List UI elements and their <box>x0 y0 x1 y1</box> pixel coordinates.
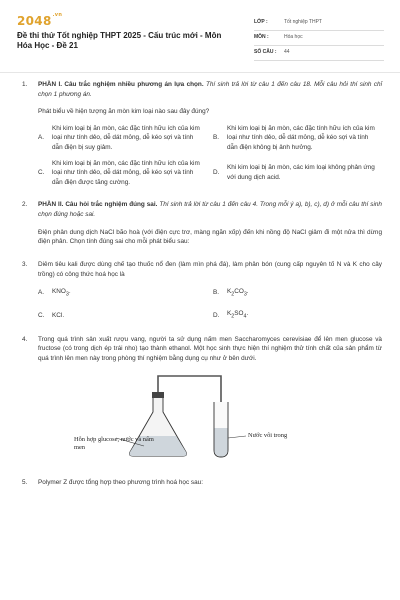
option-letter: B. <box>213 134 220 142</box>
meta-key: SỐ CÂU : <box>254 49 277 56</box>
tube-label: Nước vôi trong <box>248 431 288 439</box>
option-letter: A. <box>38 289 45 297</box>
stopper <box>152 392 164 398</box>
formula-subscript: 2 <box>231 291 235 298</box>
question-3 <box>22 260 382 322</box>
option-c[interactable] <box>38 159 207 188</box>
formula-part: . <box>68 288 71 296</box>
formula-part: SO <box>234 310 244 318</box>
tube-liquid <box>215 428 228 457</box>
option-letter: D. <box>213 311 220 319</box>
question-2 <box>22 200 382 246</box>
question-stem: Điện phân dung dịch NaCl bão hoà (với điện cực trơ, màng ngăn xốp) đến khi nồng độ NaCl giảm đi một nửa thì dừng điện phân. Chọn tính đúng sai cho mỗi phát biểu sau: <box>38 228 382 246</box>
meta-value: 44 <box>284 49 290 56</box>
logo-text: 2048 <box>17 14 52 28</box>
question-stem: Polymer Z được tổng hợp theo phương trình hoá học sau: <box>38 478 204 486</box>
formula-part: . <box>62 311 65 319</box>
options-grid <box>38 287 382 322</box>
meta-row-class <box>254 16 384 31</box>
meta-row-subject <box>254 31 384 46</box>
option-d[interactable] <box>213 309 382 321</box>
formula-part: K <box>227 288 232 296</box>
page-header <box>0 0 400 70</box>
question-number: 3. <box>22 260 28 268</box>
question-1 <box>22 80 382 187</box>
option-d[interactable] <box>213 159 382 188</box>
meta-key: MÔN : <box>254 34 269 41</box>
formula-subscript: 3 <box>243 291 247 298</box>
option-letter: C. <box>38 311 45 319</box>
formula-part: KCl <box>52 311 63 319</box>
option-a[interactable] <box>38 287 207 299</box>
option-letter: A. <box>38 134 45 142</box>
exam-title: Đề thi thử Tốt nghiệp THPT 2025 - Cấu trúc mới - Môn Hóa Học - Đề 21 <box>17 31 222 51</box>
option-formula <box>227 309 382 321</box>
question-number: 5. <box>22 478 28 486</box>
question-stem: Trong quá trình sản xuất rượu vang, người ta sử dụng nấm men Saccharomyces cerevisiae để lên men glucose và fructose (có trong dịch ép trái nho) tạo thành ethanol. Một học sinh thực hiện thí nghiệm thử tính chất của sản phẩm từ quá trình lên men này trong phòng thí nghiệm bằng dụng cụ như ở bên dưới. <box>38 335 382 362</box>
formula-subscript: 4 <box>243 313 247 320</box>
option-text: Khi kim loại bị ăn mòn, các đặc tính hữu ích của kim loại như tính dẻo, dễ dát mỏng, dễ kéo sợi và tính dẫn điện bị suy giảm. <box>52 124 200 152</box>
option-text: Khi kim loại bị ăn mòn, các kim loại không phản ứng với dung dịch acid. <box>227 164 375 182</box>
formula-subscript: 2 <box>231 313 235 320</box>
section-note: Thí sinh trả lời từ câu 1 đến câu 18. Mỗi câu hỏi thí sinh chỉ chọn 1 phương án. <box>38 81 382 98</box>
meta-row-count <box>254 46 384 61</box>
question-4 <box>22 335 382 364</box>
fermentation-apparatus-figure <box>50 370 370 462</box>
option-text: Khi kim loại bị ăn mòn, các đặc tính hữu ích của kim loại như tính dẻo, dễ dát mỏng, dễ kéo sợi và tính dẫn điện được tăng cường. <box>52 159 200 186</box>
section-instruction <box>38 200 382 219</box>
question-number: 2. <box>22 201 28 209</box>
meta-key: LỚP : <box>254 19 268 26</box>
formula-part: . <box>246 288 249 296</box>
formula-subscript: 3 <box>65 291 69 298</box>
section-heading: PHẦN II. Câu hỏi trắc nghiệm đúng sai. <box>38 201 158 209</box>
section-instruction <box>38 80 382 99</box>
question-list <box>22 80 382 487</box>
option-letter: B. <box>213 289 220 297</box>
question-number: 1. <box>22 81 28 88</box>
options-grid <box>38 124 382 188</box>
formula-part: KNO <box>52 288 66 296</box>
logo-suffix: .vn <box>52 12 63 18</box>
option-b[interactable] <box>213 124 382 153</box>
section-note: Thí sinh trả lời từ câu 1 đến câu 4. Trong mỗi ý a), b), c), d) ở mỗi câu thí sinh chọn đúng hoặc sai. <box>38 201 382 219</box>
formula-part: CO <box>234 288 244 296</box>
section-heading: PHẦN I. Câu trắc nghiệm nhiều phương án lựa chọn. <box>38 81 204 88</box>
meta-value: Hóa học <box>284 34 303 41</box>
formula-part: . <box>246 310 249 318</box>
question-number: 4. <box>22 335 28 343</box>
option-b[interactable] <box>213 287 382 299</box>
question-stem: Phát biểu về hiện tượng ăn mòn kim loại nào sau đây đúng? <box>38 108 210 116</box>
option-formula <box>227 287 382 299</box>
option-c[interactable] <box>38 309 207 321</box>
exam-meta-table <box>254 16 384 61</box>
option-formula <box>52 311 207 321</box>
site-logo[interactable] <box>17 12 62 30</box>
header-divider <box>0 72 400 73</box>
option-text: Khi kim loại bị ăn mòn, các đặc tính hữu ích của kim loại như tính dẻo, dễ dát mỏng, dễ kéo sợi và tính dẫn điện không bị ảnh hưởng. <box>227 124 375 152</box>
question-5 <box>22 478 382 488</box>
tube-label-leader <box>228 436 246 438</box>
option-letter: D. <box>213 169 220 177</box>
flask-label: Hỗn hợp glucose, nước và nấm men <box>74 435 154 451</box>
option-letter: C. <box>38 169 45 177</box>
option-a[interactable] <box>38 124 207 153</box>
formula-part: K <box>227 310 232 318</box>
meta-value: Tốt nghiệp THPT <box>284 19 322 26</box>
option-formula <box>52 287 207 299</box>
question-stem: Diêm tiêu kali được dùng chế tạo thuốc nổ đen (làm mìn phá đá), làm phân bón (cung cấp nguyên tố N và K cho cây trồng) có công thức hoá học là <box>38 260 382 278</box>
